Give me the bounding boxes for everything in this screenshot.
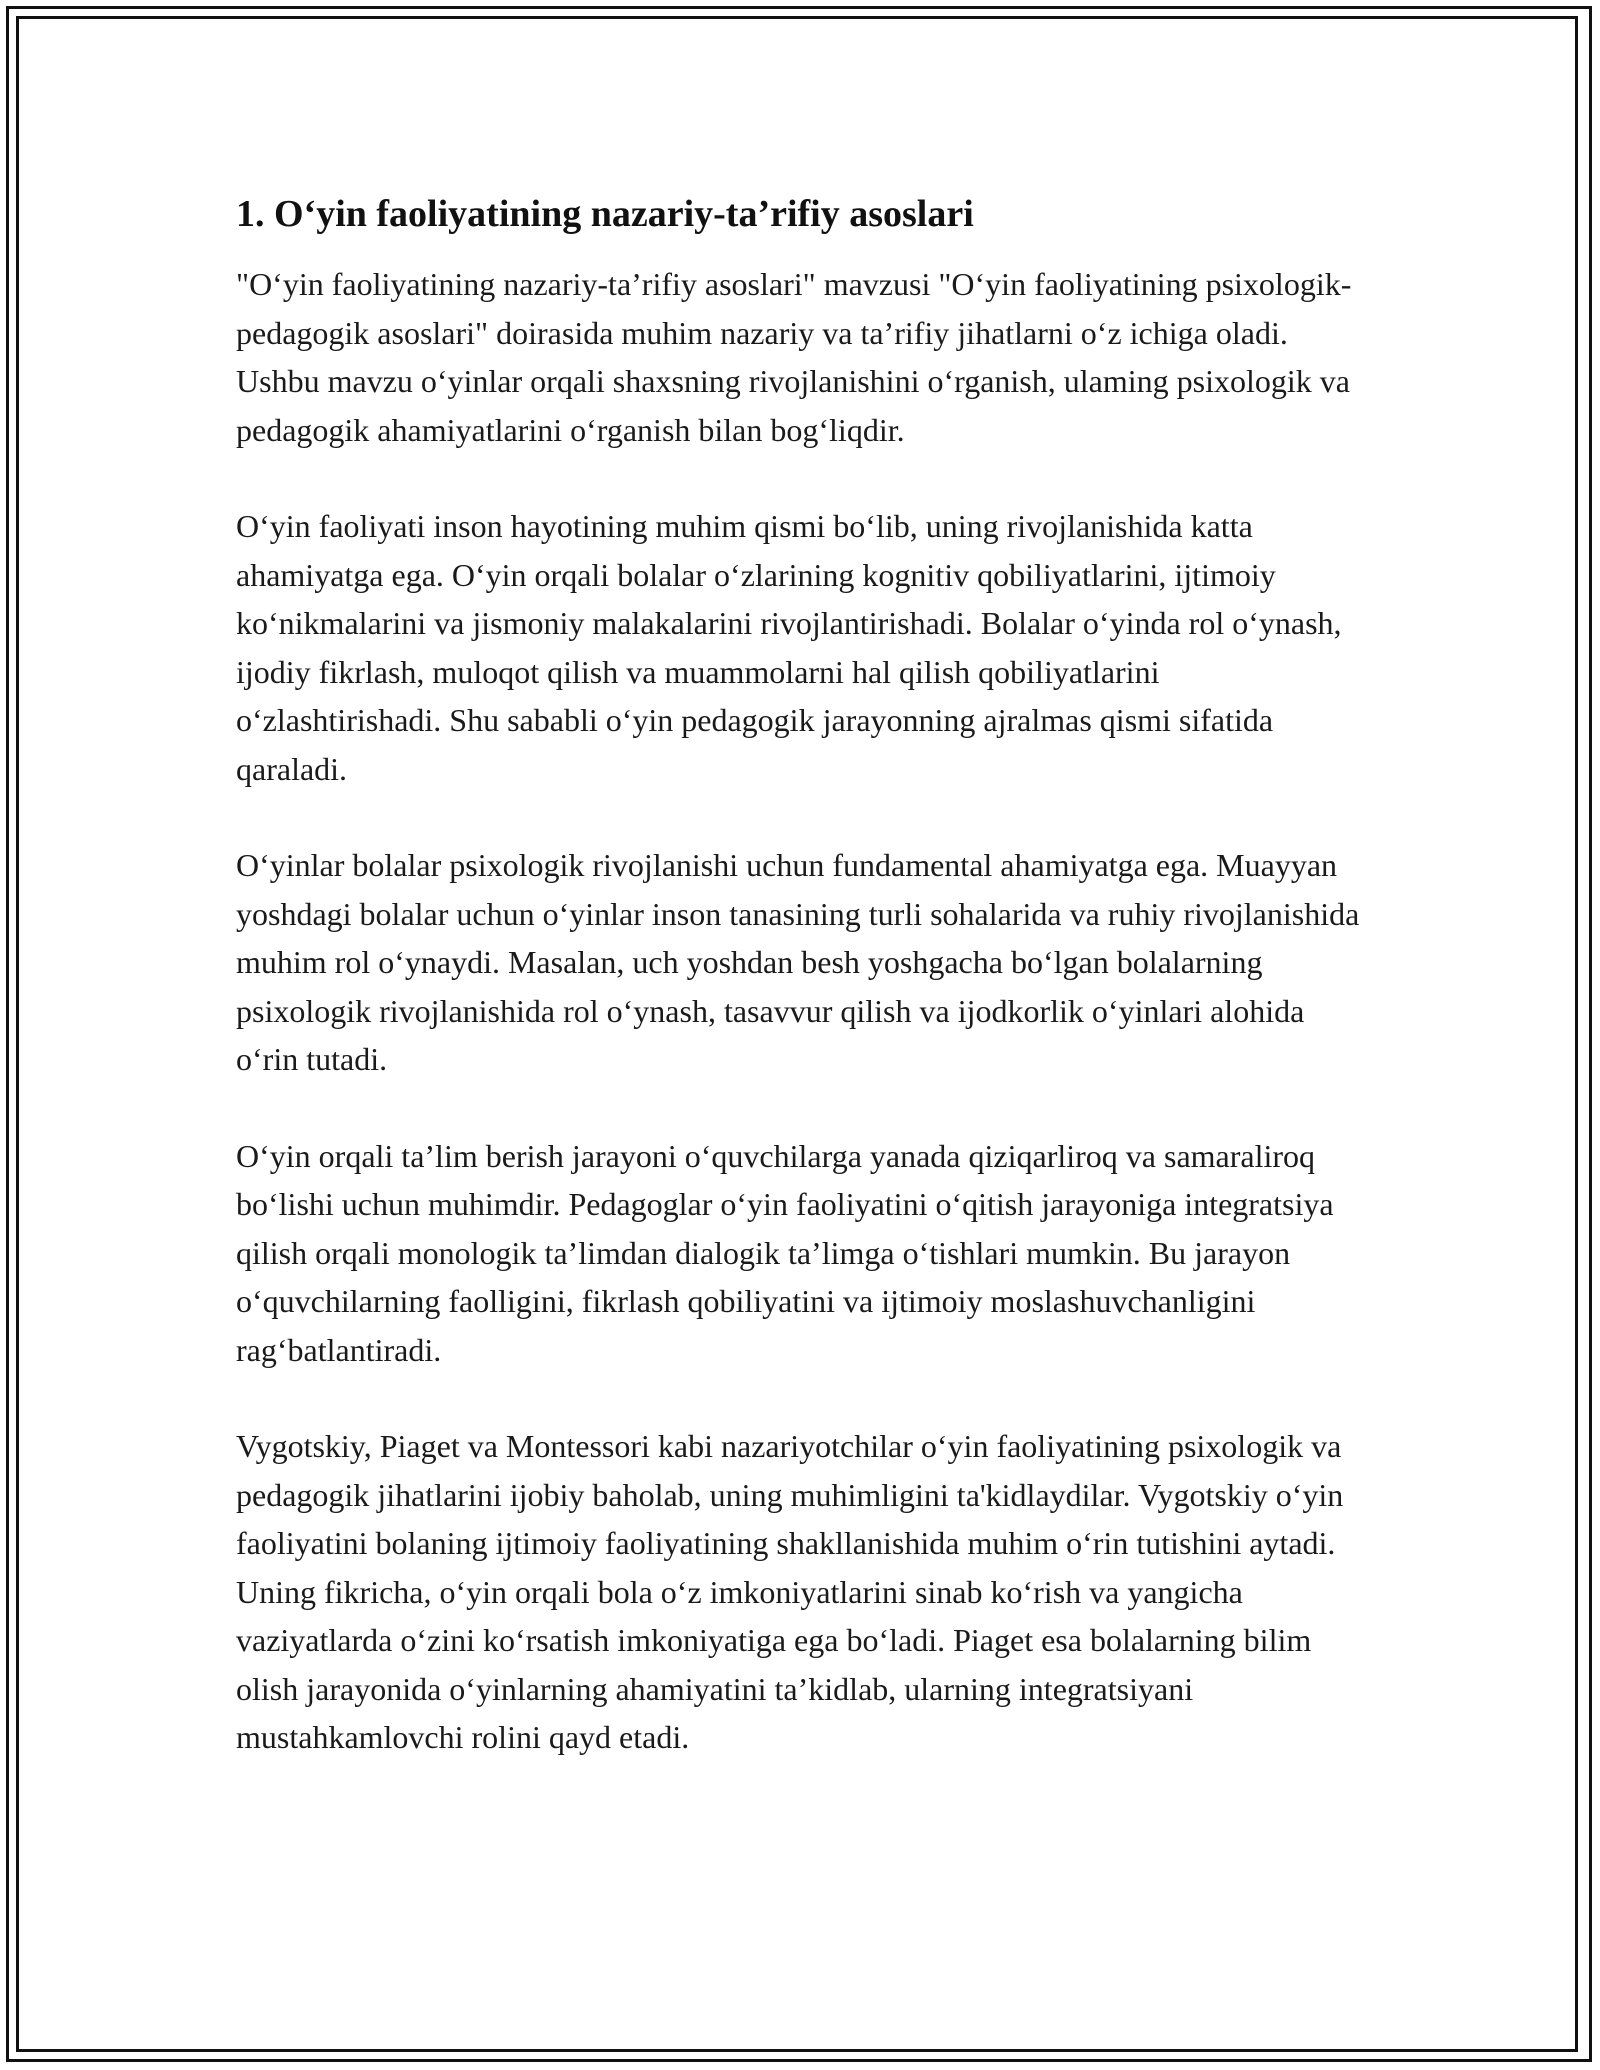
paragraph-1: "O‘yin faoliyatining nazariy-ta’rifiy asoslari" mavzusi "O‘yin faoliyatining psixologik-pedagogik asoslari" doirasida muhim nazariy va ta’rifiy jihatlarni o‘z ichiga oladi. Ushbu mavzu o‘yinlar orqali shaxsning rivojlanishini o‘rganish, ulaming psixologik va pedagogik ahamiyatlarini o‘rganish bilan bog‘liqdir.	[236, 266, 1352, 448]
paragraph-5: Vygotskiy, Piaget va Montessori kabi nazariyotchilar o‘yin faoliyatining psixologik va pedagogik jihatlarini ijobiy baholab, uning muhimligini ta'kidlaydilar. Vygotskiy o‘yin faoliyatini bolaning ijtimoiy faoliyatining shakllanishida muhim o‘rin tutishini aytadi. Uning fikricha, o‘yin orqali bola o‘z imkoniyatlarini sinab ko‘rish va yangicha vaziyatlarda o‘zini ko‘rsatish imkoniyatiga ega bo‘ladi. Piaget esa bolalarning bilim olish jarayonida o‘yinlarning ahamiyatini ta’kidlab, ularning integratsiyani mustahkamlovchi rolini qayd etadi.	[236, 1428, 1344, 1755]
document-body	[236, 188, 1366, 1762]
section-heading: 1. O‘yin faoliyatining nazariy-ta’rifiy asoslari	[236, 193, 974, 235]
paragraph-2: O‘yin faoliyati inson hayotining muhim qismi bo‘lib, uning rivojlanishida katta ahamiyatga ega. O‘yin orqali bolalar o‘zlarining kognitiv qobiliyatlarini, ijtimoiy ko‘nikmalarini va jismoniy malakalarini rivojlantirishadi. Bolalar o‘yinda rol o‘ynash, ijodiy fikrlash, muloqot qilish va muammolarni hal qilish qobiliyatlarini o‘zlashtirishadi. Shu sababli o‘yin pedagogik jarayonning ajralmas qismi sifatida qaraladi.	[236, 508, 1342, 787]
paragraph-4: O‘yin orqali ta’lim berish jarayoni o‘quvchilarga yanada qiziqarliroq va samaraliroq bo‘lishi uchun muhimdir. Pedagoglar o‘yin faoliyatini o‘qitish jarayoniga integratsiya qilish orqali monologik ta’limdan dialogik ta’limga o‘tishlari mumkin. Bu jarayon o‘quvchilarning faolligini, fikrlash qobiliyatini va ijtimoiy moslashuvchanligini rag‘batlantiradi.	[236, 1137, 1334, 1368]
paragraph-3: O‘yinlar bolalar psixologik rivojlanishi uchun fundamental ahamiyatga ega. Muayyan yoshdagi bolalar uchun o‘yinlar inson tanasining turli sohalarida va ruhiy rivojlanishida muhim rol o‘ynaydi. Masalan, uch yoshdan besh yoshgacha bo‘lgan bolalarning psixologik rivojlanishida rol o‘ynash, tasavvur qilish va ijodkorlik o‘yinlari alohida o‘rin tutadi.	[236, 847, 1360, 1077]
